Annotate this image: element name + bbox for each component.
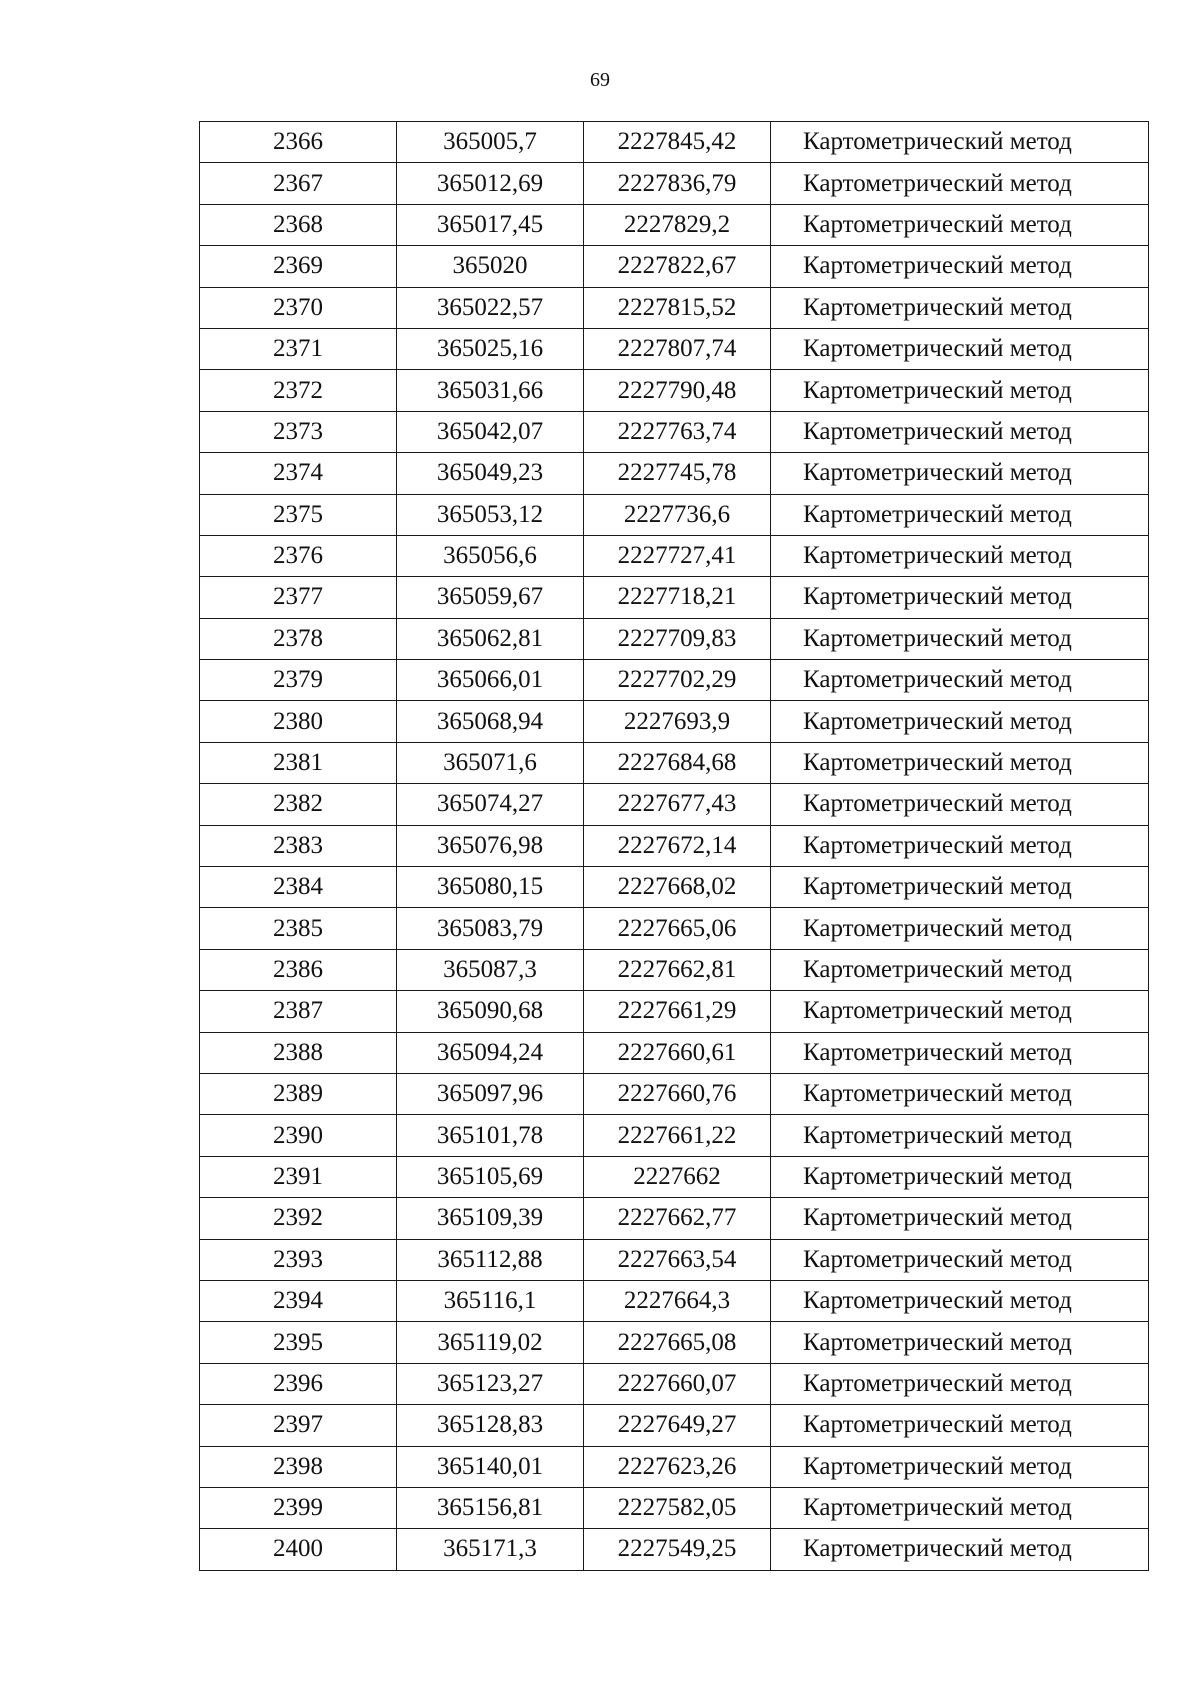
- y-coordinate-cell: 2227662,77: [584, 1198, 771, 1239]
- x-coordinate-cell: 365123,27: [397, 1363, 584, 1404]
- y-coordinate-cell: 2227661,22: [584, 1115, 771, 1156]
- y-coordinate-cell: 2227668,02: [584, 867, 771, 908]
- x-coordinate-cell: 365025,16: [397, 328, 584, 369]
- x-coordinate-cell: 365012,69: [397, 163, 584, 204]
- method-cell: Картометрический метод: [771, 1322, 1149, 1363]
- point-number-cell: 2379: [200, 660, 397, 701]
- table-row: [200, 494, 1149, 535]
- y-coordinate-cell: 2227702,29: [584, 660, 771, 701]
- y-coordinate-cell: 2227709,83: [584, 618, 771, 659]
- point-number-cell: 2385: [200, 908, 397, 949]
- table-row: [200, 784, 1149, 825]
- method-cell: Картометрический метод: [771, 867, 1149, 908]
- method-cell: Картометрический метод: [771, 618, 1149, 659]
- x-coordinate-cell: 365017,45: [397, 204, 584, 245]
- y-coordinate-cell: 2227663,54: [584, 1239, 771, 1280]
- x-coordinate-cell: 365128,83: [397, 1405, 584, 1446]
- table-row: [200, 287, 1149, 328]
- method-cell: Картометрический метод: [771, 1239, 1149, 1280]
- method-cell: Картометрический метод: [771, 122, 1149, 163]
- coordinates-table-body: [200, 122, 1149, 1571]
- x-coordinate-cell: 365042,07: [397, 411, 584, 452]
- point-number-cell: 2400: [200, 1529, 397, 1570]
- y-coordinate-cell: 2227649,27: [584, 1405, 771, 1446]
- y-coordinate-cell: 2227807,74: [584, 328, 771, 369]
- x-coordinate-cell: 365076,98: [397, 825, 584, 866]
- method-cell: Картометрический метод: [771, 246, 1149, 287]
- table-row: [200, 453, 1149, 494]
- table-row: [200, 867, 1149, 908]
- x-coordinate-cell: 365171,3: [397, 1529, 584, 1570]
- y-coordinate-cell: 2227763,74: [584, 411, 771, 452]
- table-row: [200, 577, 1149, 618]
- x-coordinate-cell: 365080,15: [397, 867, 584, 908]
- point-number-cell: 2386: [200, 949, 397, 990]
- y-coordinate-cell: 2227684,68: [584, 742, 771, 783]
- method-cell: Картометрический метод: [771, 1529, 1149, 1570]
- y-coordinate-cell: 2227815,52: [584, 287, 771, 328]
- x-coordinate-cell: 365031,66: [397, 370, 584, 411]
- point-number-cell: 2380: [200, 701, 397, 742]
- table-row: [200, 618, 1149, 659]
- table-row: [200, 122, 1149, 163]
- point-number-cell: 2393: [200, 1239, 397, 1280]
- method-cell: Картометрический метод: [771, 494, 1149, 535]
- table-row: [200, 246, 1149, 287]
- point-number-cell: 2378: [200, 618, 397, 659]
- table-row: [200, 1363, 1149, 1404]
- point-number-cell: 2391: [200, 1156, 397, 1197]
- x-coordinate-cell: 365116,1: [397, 1280, 584, 1321]
- method-cell: Картометрический метод: [771, 949, 1149, 990]
- point-number-cell: 2395: [200, 1322, 397, 1363]
- point-number-cell: 2370: [200, 287, 397, 328]
- x-coordinate-cell: 365112,88: [397, 1239, 584, 1280]
- point-number-cell: 2396: [200, 1363, 397, 1404]
- table-row: [200, 411, 1149, 452]
- method-cell: Картометрический метод: [771, 1073, 1149, 1114]
- point-number-cell: 2372: [200, 370, 397, 411]
- x-coordinate-cell: 365140,01: [397, 1446, 584, 1487]
- method-cell: Картометрический метод: [771, 1280, 1149, 1321]
- table-row: [200, 742, 1149, 783]
- y-coordinate-cell: 2227836,79: [584, 163, 771, 204]
- y-coordinate-cell: 2227693,9: [584, 701, 771, 742]
- point-number-cell: 2367: [200, 163, 397, 204]
- method-cell: Картометрический метод: [771, 163, 1149, 204]
- point-number-cell: 2373: [200, 411, 397, 452]
- y-coordinate-cell: 2227672,14: [584, 825, 771, 866]
- y-coordinate-cell: 2227665,06: [584, 908, 771, 949]
- y-coordinate-cell: 2227718,21: [584, 577, 771, 618]
- point-number-cell: 2381: [200, 742, 397, 783]
- x-coordinate-cell: 365059,67: [397, 577, 584, 618]
- method-cell: Картометрический метод: [771, 1198, 1149, 1239]
- y-coordinate-cell: 2227660,76: [584, 1073, 771, 1114]
- y-coordinate-cell: 2227549,25: [584, 1529, 771, 1570]
- method-cell: Картометрический метод: [771, 825, 1149, 866]
- x-coordinate-cell: 365068,94: [397, 701, 584, 742]
- table-row: [200, 1032, 1149, 1073]
- point-number-cell: 2382: [200, 784, 397, 825]
- table-row: [200, 1280, 1149, 1321]
- y-coordinate-cell: 2227790,48: [584, 370, 771, 411]
- x-coordinate-cell: 365005,7: [397, 122, 584, 163]
- method-cell: Картометрический метод: [771, 204, 1149, 245]
- method-cell: Картометрический метод: [771, 660, 1149, 701]
- x-coordinate-cell: 365074,27: [397, 784, 584, 825]
- point-number-cell: 2383: [200, 825, 397, 866]
- point-number-cell: 2392: [200, 1198, 397, 1239]
- y-coordinate-cell: 2227727,41: [584, 535, 771, 576]
- table-row: [200, 1115, 1149, 1156]
- point-number-cell: 2394: [200, 1280, 397, 1321]
- table-row: [200, 1198, 1149, 1239]
- table-row: [200, 825, 1149, 866]
- method-cell: Картометрический метод: [771, 370, 1149, 411]
- method-cell: Картометрический метод: [771, 1363, 1149, 1404]
- y-coordinate-cell: 2227582,05: [584, 1487, 771, 1528]
- point-number-cell: 2390: [200, 1115, 397, 1156]
- point-number-cell: 2374: [200, 453, 397, 494]
- y-coordinate-cell: 2227736,6: [584, 494, 771, 535]
- table-row: [200, 660, 1149, 701]
- x-coordinate-cell: 365094,24: [397, 1032, 584, 1073]
- table-row: [200, 1156, 1149, 1197]
- method-cell: Картометрический метод: [771, 453, 1149, 494]
- x-coordinate-cell: 365087,3: [397, 949, 584, 990]
- x-coordinate-cell: 365083,79: [397, 908, 584, 949]
- table-row: [200, 204, 1149, 245]
- y-coordinate-cell: 2227665,08: [584, 1322, 771, 1363]
- table-row: [200, 1446, 1149, 1487]
- table-row: [200, 1073, 1149, 1114]
- x-coordinate-cell: 365049,23: [397, 453, 584, 494]
- method-cell: Картометрический метод: [771, 1446, 1149, 1487]
- y-coordinate-cell: 2227660,07: [584, 1363, 771, 1404]
- x-coordinate-cell: 365022,57: [397, 287, 584, 328]
- y-coordinate-cell: 2227623,26: [584, 1446, 771, 1487]
- table-row: [200, 1239, 1149, 1280]
- method-cell: Картометрический метод: [771, 1405, 1149, 1446]
- x-coordinate-cell: 365066,01: [397, 660, 584, 701]
- y-coordinate-cell: 2227677,43: [584, 784, 771, 825]
- x-coordinate-cell: 365053,12: [397, 494, 584, 535]
- method-cell: Картометрический метод: [771, 328, 1149, 369]
- table-row: [200, 328, 1149, 369]
- y-coordinate-cell: 2227661,29: [584, 991, 771, 1032]
- point-number-cell: 2366: [200, 122, 397, 163]
- point-number-cell: 2371: [200, 328, 397, 369]
- y-coordinate-cell: 2227745,78: [584, 453, 771, 494]
- method-cell: Картометрический метод: [771, 742, 1149, 783]
- y-coordinate-cell: 2227662: [584, 1156, 771, 1197]
- y-coordinate-cell: 2227822,67: [584, 246, 771, 287]
- x-coordinate-cell: 365071,6: [397, 742, 584, 783]
- point-number-cell: 2369: [200, 246, 397, 287]
- table-row: [200, 991, 1149, 1032]
- point-number-cell: 2399: [200, 1487, 397, 1528]
- method-cell: Картометрический метод: [771, 287, 1149, 328]
- point-number-cell: 2387: [200, 991, 397, 1032]
- table-row: [200, 163, 1149, 204]
- method-cell: Картометрический метод: [771, 411, 1149, 452]
- table-row: [200, 1529, 1149, 1570]
- table-row: [200, 1405, 1149, 1446]
- table-row: [200, 1322, 1149, 1363]
- method-cell: Картометрический метод: [771, 701, 1149, 742]
- page-number: 69: [590, 69, 610, 91]
- x-coordinate-cell: 365109,39: [397, 1198, 584, 1239]
- y-coordinate-cell: 2227664,3: [584, 1280, 771, 1321]
- y-coordinate-cell: 2227829,2: [584, 204, 771, 245]
- table-row: [200, 701, 1149, 742]
- method-cell: Картометрический метод: [771, 577, 1149, 618]
- point-number-cell: 2398: [200, 1446, 397, 1487]
- y-coordinate-cell: 2227662,81: [584, 949, 771, 990]
- point-number-cell: 2376: [200, 535, 397, 576]
- method-cell: Картометрический метод: [771, 1032, 1149, 1073]
- table-row: [200, 1487, 1149, 1528]
- x-coordinate-cell: 365090,68: [397, 991, 584, 1032]
- point-number-cell: 2377: [200, 577, 397, 618]
- table-row: [200, 535, 1149, 576]
- x-coordinate-cell: 365156,81: [397, 1487, 584, 1528]
- y-coordinate-cell: 2227845,42: [584, 122, 771, 163]
- method-cell: Картометрический метод: [771, 1487, 1149, 1528]
- x-coordinate-cell: 365101,78: [397, 1115, 584, 1156]
- point-number-cell: 2388: [200, 1032, 397, 1073]
- point-number-cell: 2384: [200, 867, 397, 908]
- method-cell: Картометрический метод: [771, 1115, 1149, 1156]
- x-coordinate-cell: 365119,02: [397, 1322, 584, 1363]
- x-coordinate-cell: 365062,81: [397, 618, 584, 659]
- point-number-cell: 2368: [200, 204, 397, 245]
- method-cell: Картометрический метод: [771, 908, 1149, 949]
- table-row: [200, 949, 1149, 990]
- y-coordinate-cell: 2227660,61: [584, 1032, 771, 1073]
- coordinates-table: [199, 121, 1149, 1571]
- method-cell: Картометрический метод: [771, 991, 1149, 1032]
- point-number-cell: 2389: [200, 1073, 397, 1114]
- x-coordinate-cell: 365056,6: [397, 535, 584, 576]
- point-number-cell: 2375: [200, 494, 397, 535]
- x-coordinate-cell: 365105,69: [397, 1156, 584, 1197]
- point-number-cell: 2397: [200, 1405, 397, 1446]
- x-coordinate-cell: 365097,96: [397, 1073, 584, 1114]
- method-cell: Картометрический метод: [771, 535, 1149, 576]
- method-cell: Картометрический метод: [771, 1156, 1149, 1197]
- table-row: [200, 908, 1149, 949]
- x-coordinate-cell: 365020: [397, 246, 584, 287]
- method-cell: Картометрический метод: [771, 784, 1149, 825]
- table-row: [200, 370, 1149, 411]
